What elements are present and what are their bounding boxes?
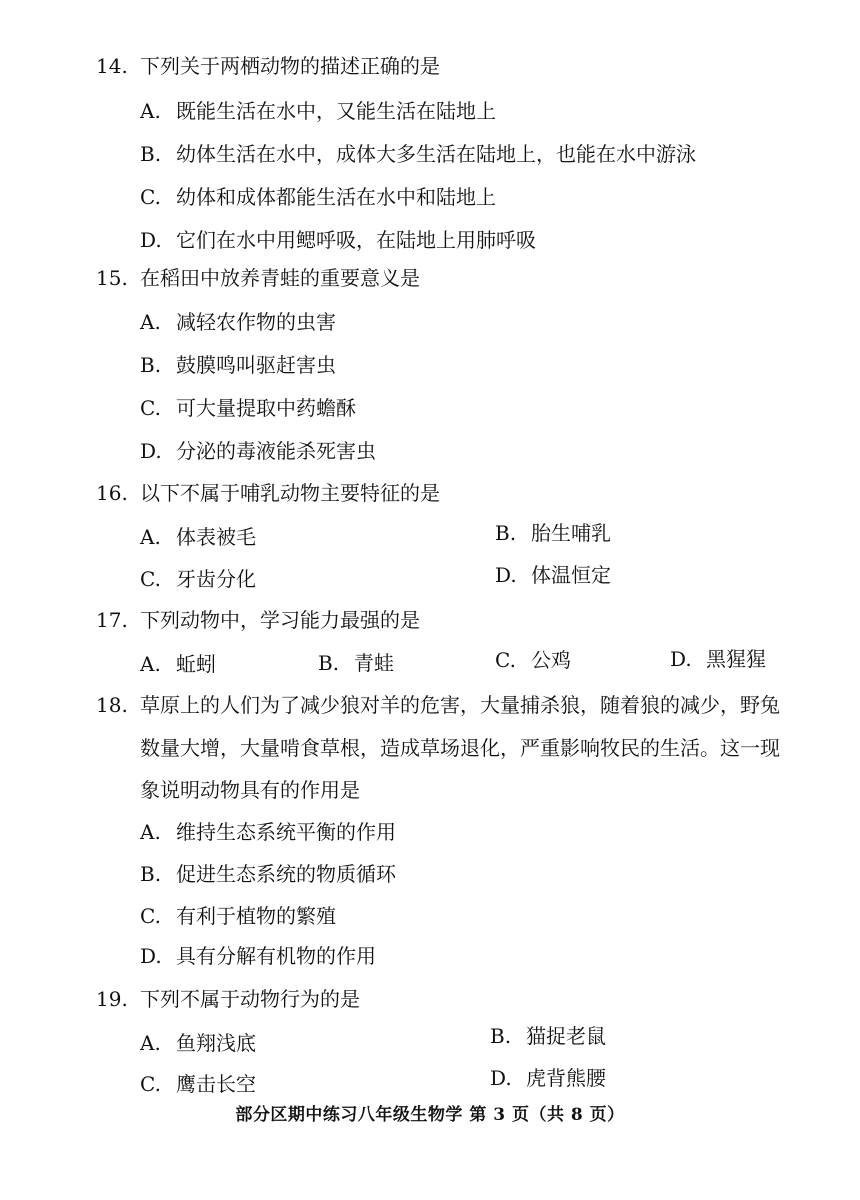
option-letter: B. xyxy=(140,353,162,377)
option-text: 猫捉老鼠 xyxy=(526,1024,606,1048)
option-text: 青蛙 xyxy=(354,651,394,675)
option-17-c xyxy=(495,646,571,674)
question-17 xyxy=(96,606,420,634)
page-footer: 部分区期中练习八年级生物学 第 3 页（共 8 页） xyxy=(235,1105,625,1125)
option-letter: B. xyxy=(490,1024,512,1048)
option-18-d xyxy=(140,942,376,970)
question-19 xyxy=(96,985,360,1013)
option-18-c xyxy=(140,902,336,930)
option-text: 既能生活在水中，又能生活在陆地上 xyxy=(176,99,496,123)
question-number: 15. xyxy=(96,266,128,290)
option-14-b xyxy=(140,140,696,168)
question-18 xyxy=(96,691,780,719)
option-letter: C. xyxy=(140,904,161,928)
option-16-a xyxy=(140,523,256,551)
option-letter: B. xyxy=(140,862,162,886)
option-text: 幼体和成体都能生活在水中和陆地上 xyxy=(176,185,496,209)
option-letter: C. xyxy=(140,396,161,420)
question-stem: 下列关于两栖动物的描述正确的是 xyxy=(140,54,440,78)
option-text: 虎背熊腰 xyxy=(526,1066,606,1090)
option-text: 公鸡 xyxy=(531,648,571,672)
option-19-d xyxy=(490,1064,606,1092)
question-stem: 以下不属于哺乳动物主要特征的是 xyxy=(140,481,440,505)
question-stem-line-3: 象说明动物具有的作用是 xyxy=(140,778,360,802)
option-16-b xyxy=(495,519,611,547)
question-stem-line-2: 数量大增，大量啃食草根，造成草场退化，严重影响牧民的生活。这一现 xyxy=(140,736,780,760)
option-18-a xyxy=(140,818,396,846)
question-number: 16. xyxy=(96,481,128,505)
option-15-c xyxy=(140,394,356,422)
question-number: 14. xyxy=(96,54,128,78)
option-14-c xyxy=(140,183,496,211)
option-letter: C. xyxy=(140,1072,161,1096)
option-text: 鱼翔浅底 xyxy=(176,1031,256,1055)
option-17-a xyxy=(140,650,216,678)
option-text: 体表被毛 xyxy=(176,525,256,549)
option-letter: D. xyxy=(495,563,517,587)
option-19-c xyxy=(140,1070,256,1098)
option-letter: A. xyxy=(140,99,161,123)
option-letter: C. xyxy=(140,567,161,591)
option-letter: C. xyxy=(495,648,516,672)
option-letter: A. xyxy=(140,525,161,549)
option-15-b xyxy=(140,351,336,379)
question-stem: 下列不属于动物行为的是 xyxy=(140,987,360,1011)
option-14-d xyxy=(140,226,536,254)
option-text: 胎生哺乳 xyxy=(531,521,611,545)
option-text: 它们在水中用鳃呼吸，在陆地上用肺呼吸 xyxy=(176,228,536,252)
question-number: 18. xyxy=(96,693,128,717)
option-text: 体温恒定 xyxy=(531,563,611,587)
question-16 xyxy=(96,479,440,507)
option-text: 幼体生活在水中，成体大多生活在陆地上，也能在水中游泳 xyxy=(176,142,696,166)
option-14-a xyxy=(140,97,496,125)
option-text: 分泌的毒液能杀死害虫 xyxy=(176,439,376,463)
option-letter: D. xyxy=(670,647,692,671)
option-letter: D. xyxy=(140,228,162,252)
option-letter: A. xyxy=(140,310,161,334)
option-text: 维持生态系统平衡的作用 xyxy=(176,820,396,844)
option-letter: D. xyxy=(140,439,162,463)
option-17-b xyxy=(318,649,394,677)
option-15-a xyxy=(140,308,336,336)
question-number: 17. xyxy=(96,608,128,632)
option-letter: D. xyxy=(490,1066,512,1090)
option-letter: D. xyxy=(140,944,162,968)
option-16-c xyxy=(140,565,256,593)
option-letter: A. xyxy=(140,1031,161,1055)
option-19-a xyxy=(140,1029,256,1057)
option-text: 促进生态系统的物质循环 xyxy=(176,862,396,886)
option-19-b xyxy=(490,1022,606,1050)
question-14 xyxy=(96,52,440,80)
option-letter: C. xyxy=(140,185,161,209)
option-text: 减轻农作物的虫害 xyxy=(176,310,336,334)
option-text: 牙齿分化 xyxy=(176,567,256,591)
option-16-d xyxy=(495,561,611,589)
option-text: 黑猩猩 xyxy=(706,647,766,671)
option-18-b xyxy=(140,860,396,888)
option-text: 鼓膜鸣叫驱赶害虫 xyxy=(176,353,336,377)
option-text: 蚯蚓 xyxy=(176,652,216,676)
question-stem-line-1: 草原上的人们为了减少狼对羊的危害，大量捕杀狼，随着狼的减少，野兔 xyxy=(140,693,780,717)
option-text: 有利于植物的繁殖 xyxy=(176,904,336,928)
option-letter: B. xyxy=(495,521,517,545)
option-text: 鹰击长空 xyxy=(176,1072,256,1096)
option-text: 具有分解有机物的作用 xyxy=(176,944,376,968)
question-stem: 在稻田中放养青蛙的重要意义是 xyxy=(140,266,420,290)
option-letter: B. xyxy=(318,651,340,675)
question-15 xyxy=(96,264,420,292)
option-letter: B. xyxy=(140,142,162,166)
option-15-d xyxy=(140,437,376,465)
option-letter: A. xyxy=(140,652,161,676)
option-17-d xyxy=(670,645,766,673)
option-letter: A. xyxy=(140,820,161,844)
option-text: 可大量提取中药蟾酥 xyxy=(176,396,356,420)
question-stem: 下列动物中，学习能力最强的是 xyxy=(140,608,420,632)
question-number: 19. xyxy=(96,987,128,1011)
